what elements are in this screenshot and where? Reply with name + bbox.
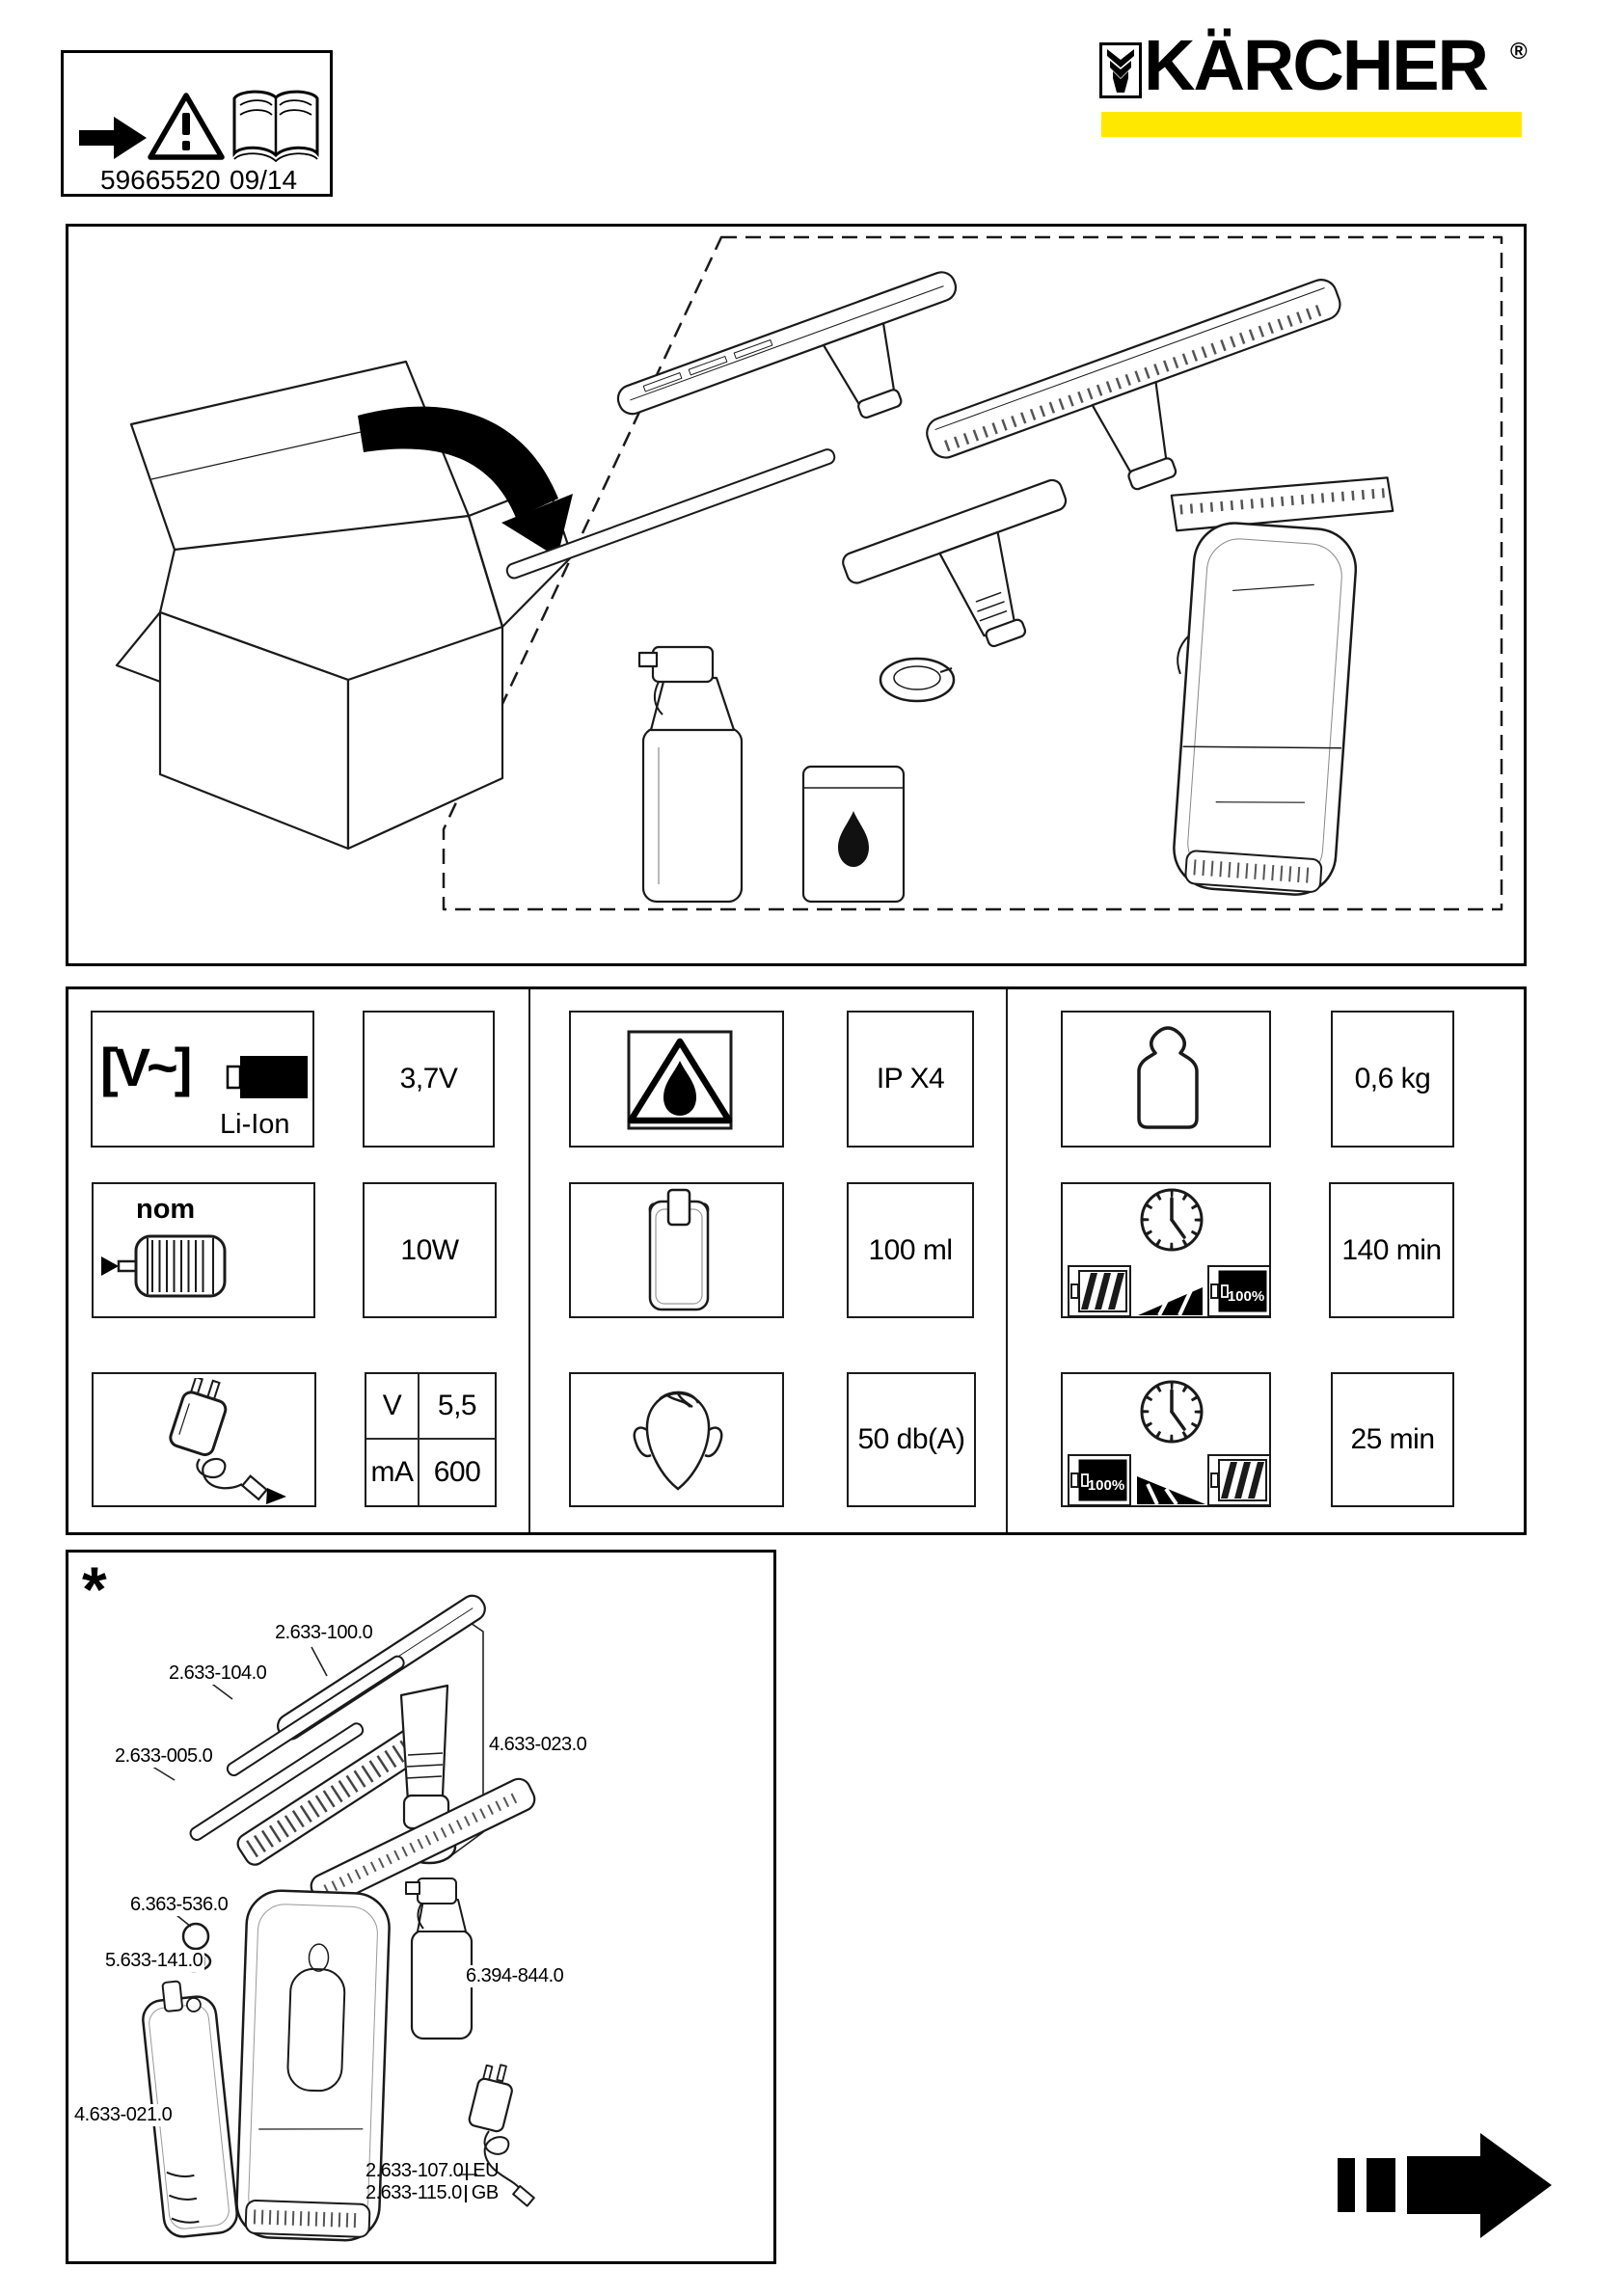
registered-mark: ® [1510, 39, 1528, 65]
part-charger-variant-gb [365, 2182, 499, 2204]
accessories-marker: * [82, 1553, 107, 1625]
karcher-mark-icon [1099, 42, 1142, 98]
unboxing-illustration-panel [66, 224, 1527, 966]
logo-underline [1101, 112, 1522, 137]
battery-empty-icon [1069, 1266, 1130, 1316]
spare-parts-panel [66, 1550, 776, 2264]
part-label: 2.633-005.0 [115, 1745, 213, 1767]
spec-table-divider-1 [528, 989, 530, 1532]
part-number: 2.633-107.0 [365, 2160, 464, 2181]
part-region: EU [473, 2160, 500, 2181]
charger-current-value: 600 [433, 1456, 481, 1488]
suction-head-illustration [840, 477, 1104, 686]
cardboard-box-illustration [68, 227, 572, 849]
spec-protection-value: IP X4 [847, 1011, 974, 1148]
spec-noise-value: 50 db(A) [847, 1372, 976, 1507]
spec-charge-time-icon-box [1061, 1182, 1271, 1318]
spec-noise-icon-box [569, 1372, 784, 1507]
battery-icon [224, 1051, 311, 1103]
spec-protection-icon-box [569, 1011, 784, 1148]
part-region: GB [471, 2182, 499, 2203]
doc-number: 59665520 [100, 165, 221, 195]
part-label: 2.633-100.0 [275, 1622, 373, 1643]
doc-date: 09/14 [230, 165, 298, 195]
part-label: 6.363-536.0 [130, 1894, 229, 1915]
battery-full-icon [1208, 1266, 1269, 1316]
spec-table-divider-2 [1006, 989, 1008, 1532]
brand-name: KÄRCHER [1144, 25, 1487, 105]
bracket-line [465, 2185, 467, 2202]
unboxing-illustration [68, 227, 1524, 963]
spec-charger-value-table [365, 1372, 497, 1507]
part-o-ring [183, 1924, 208, 1949]
battery-empty-icon [1208, 1455, 1269, 1505]
part-label: 6.394-844.0 [466, 1965, 564, 1986]
spec-battery-voltage-value: 3,7V [363, 1011, 495, 1148]
battery-chemistry-label: Li-Ion [220, 1109, 290, 1140]
arrow-right-icon [79, 115, 149, 161]
spec-run-time-value: 25 min [1331, 1372, 1454, 1507]
spec-power-icon-box [92, 1182, 315, 1318]
part-label: 4.633-023.0 [489, 1734, 587, 1755]
spec-battery-type-icon-box [91, 1011, 314, 1148]
spec-run-time-icon-box [1061, 1372, 1271, 1507]
charger-icon [121, 1378, 304, 1505]
tank-icon [571, 1184, 782, 1316]
spec-charge-time-value: 140 min [1329, 1182, 1454, 1318]
clock-icon [1142, 1190, 1202, 1250]
weight-icon [1063, 1013, 1269, 1146]
charger-current-unit: mA [366, 1440, 420, 1505]
battery-full-label: 100% [1227, 1287, 1265, 1305]
doc-info-box [61, 50, 333, 197]
clamp-ring-illustration [880, 659, 954, 701]
cleaner-sachet-illustration [803, 767, 904, 902]
bracket-line [466, 2163, 468, 2180]
part-charger-variant-eu [365, 2160, 499, 2182]
spec-tank-icon-box [569, 1182, 784, 1318]
spec-charger-icon-box [92, 1372, 316, 1507]
head-with-ears-icon [571, 1374, 782, 1505]
warning-triangle-icon [147, 90, 226, 165]
charger-volt-unit: V [366, 1374, 420, 1440]
charger-volt-value: 5,5 [420, 1374, 495, 1440]
part-label: 5.633-141.0 [105, 1950, 203, 1971]
nominal-label: nom [136, 1194, 196, 1225]
part-label: 4.633-021.0 [74, 2104, 173, 2125]
open-book-icon [230, 86, 322, 169]
battery-full-icon [1069, 1455, 1130, 1505]
clock-icon [1142, 1382, 1202, 1442]
spec-weight-icon-box [1061, 1011, 1271, 1148]
spec-weight-value: 0,6 kg [1331, 1011, 1454, 1148]
motor-icon [99, 1230, 308, 1311]
water-warning-icon [571, 1013, 782, 1146]
battery-voltage-symbol: [V~] [100, 1037, 189, 1097]
main-unit-illustration [1145, 463, 1395, 900]
part-label: 2.633-104.0 [169, 1662, 267, 1684]
spec-tank-value: 100 ml [847, 1182, 974, 1318]
charge-time-icon [1063, 1184, 1269, 1316]
run-time-icon [1063, 1374, 1269, 1505]
spec-power-value: 10W [363, 1182, 497, 1318]
spray-bottle-illustration [639, 647, 742, 902]
next-page-arrow-icon [1336, 2131, 1554, 2241]
part-spray-bottle [406, 1878, 472, 2039]
part-number: 2.633-115.0 [365, 2182, 462, 2203]
battery-full-label: 100% [1087, 1476, 1125, 1494]
